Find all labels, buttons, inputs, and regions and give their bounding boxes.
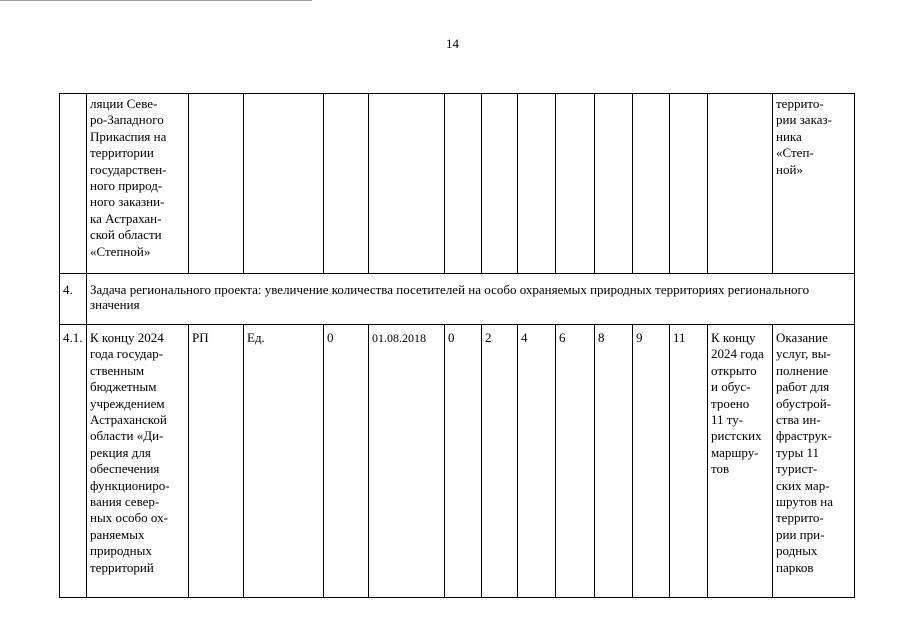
text-line: вания север-	[90, 494, 160, 510]
text-line: государствен-	[90, 161, 167, 177]
table-row	[60, 94, 855, 274]
item-characteristic	[708, 325, 773, 598]
item-unit: Ед.	[244, 325, 324, 598]
table-row-task	[60, 274, 855, 325]
text-line: родных	[776, 543, 818, 559]
text-line: туры 11	[776, 444, 820, 460]
item-value-4: 6	[556, 325, 595, 598]
table-row	[60, 325, 855, 598]
item-level: РП	[189, 325, 244, 598]
text-line: Оказание	[776, 330, 828, 345]
text-line: ристских	[711, 428, 762, 444]
task-text: Задача регионального проекта: увеличение количества посетителей на особо охраняемых природных территориях регионального значения	[87, 274, 855, 325]
text-line: шрутов на	[776, 494, 833, 510]
text-line: области «Ди-	[90, 428, 164, 444]
text-line: открыто	[711, 362, 757, 378]
cell-result	[773, 94, 855, 274]
text-line: террито-	[776, 96, 824, 111]
item-value-2: 2	[482, 325, 518, 598]
text-line: рии при-	[776, 526, 825, 542]
item-value-6: 9	[633, 325, 670, 598]
text-line: полнение	[776, 362, 829, 378]
text-line: 11 ту-	[711, 412, 744, 428]
text-line: ка Астрахан-	[90, 210, 162, 226]
text-line: бюджетным	[90, 379, 157, 395]
text-line: территорий	[90, 559, 154, 575]
project-table	[59, 93, 855, 598]
text-line: ного природ-	[90, 178, 163, 194]
text-line: тов	[711, 461, 730, 477]
page-number: 14	[446, 36, 459, 51]
text-line: ро-Западного	[90, 112, 164, 128]
text-line: террито-	[776, 510, 824, 526]
text-line: ника	[776, 128, 802, 144]
text-line: Астраханской	[90, 412, 167, 428]
text-line: учреждением	[90, 395, 165, 411]
item-value-3: 4	[518, 325, 556, 598]
text-line: ных особо ох-	[90, 510, 168, 526]
text-line: «Степной»	[90, 243, 151, 259]
text-line: ства ин-	[776, 412, 821, 428]
text-line: фраструк-	[776, 428, 832, 444]
cell-description	[87, 94, 189, 274]
text-line: 2024 года	[711, 346, 764, 362]
text-line: ских мар-	[776, 477, 830, 493]
text-line: ной»	[776, 161, 803, 177]
text-line: функциониро-	[90, 477, 170, 493]
text-line: природных	[90, 543, 152, 559]
item-value-7: 11	[670, 325, 708, 598]
text-line: и обус-	[711, 379, 751, 395]
item-number: 4.1.	[60, 325, 87, 598]
text-line: года государ-	[90, 346, 164, 362]
task-number: 4.	[60, 274, 87, 325]
text-line: Прикаспия на	[90, 128, 167, 144]
text-line: работ для	[776, 379, 830, 395]
item-value-1: 0	[445, 325, 482, 598]
text-line: ственным	[90, 362, 145, 378]
text-line: троено	[711, 395, 750, 411]
text-line: рии заказ-	[776, 112, 832, 128]
cell-number	[60, 94, 87, 274]
item-base-value: 0	[324, 325, 369, 598]
scan-artifact-line	[0, 0, 312, 1]
text-line: ляции Севе-	[90, 96, 158, 111]
text-line: маршру-	[711, 444, 759, 460]
item-base-date: 01.08.2018	[369, 325, 445, 598]
text-line: рекция для	[90, 444, 151, 460]
text-line: турист-	[776, 461, 818, 477]
text-line: парков	[776, 559, 814, 575]
text-line: обеспечения	[90, 461, 160, 477]
text-line: ской области	[90, 227, 162, 243]
text-line: К концу	[711, 330, 756, 345]
text-line: раняемых	[90, 526, 145, 542]
text-line: услуг, вы-	[776, 346, 831, 362]
item-description	[87, 325, 189, 598]
item-value-5: 8	[595, 325, 633, 598]
text-line: территории	[90, 145, 154, 161]
item-result	[773, 325, 855, 598]
text-line: К концу 2024	[90, 330, 164, 345]
text-line: обустрой-	[776, 395, 832, 411]
text-line: ного заказни-	[90, 194, 165, 210]
text-line: «Степ-	[776, 145, 814, 161]
